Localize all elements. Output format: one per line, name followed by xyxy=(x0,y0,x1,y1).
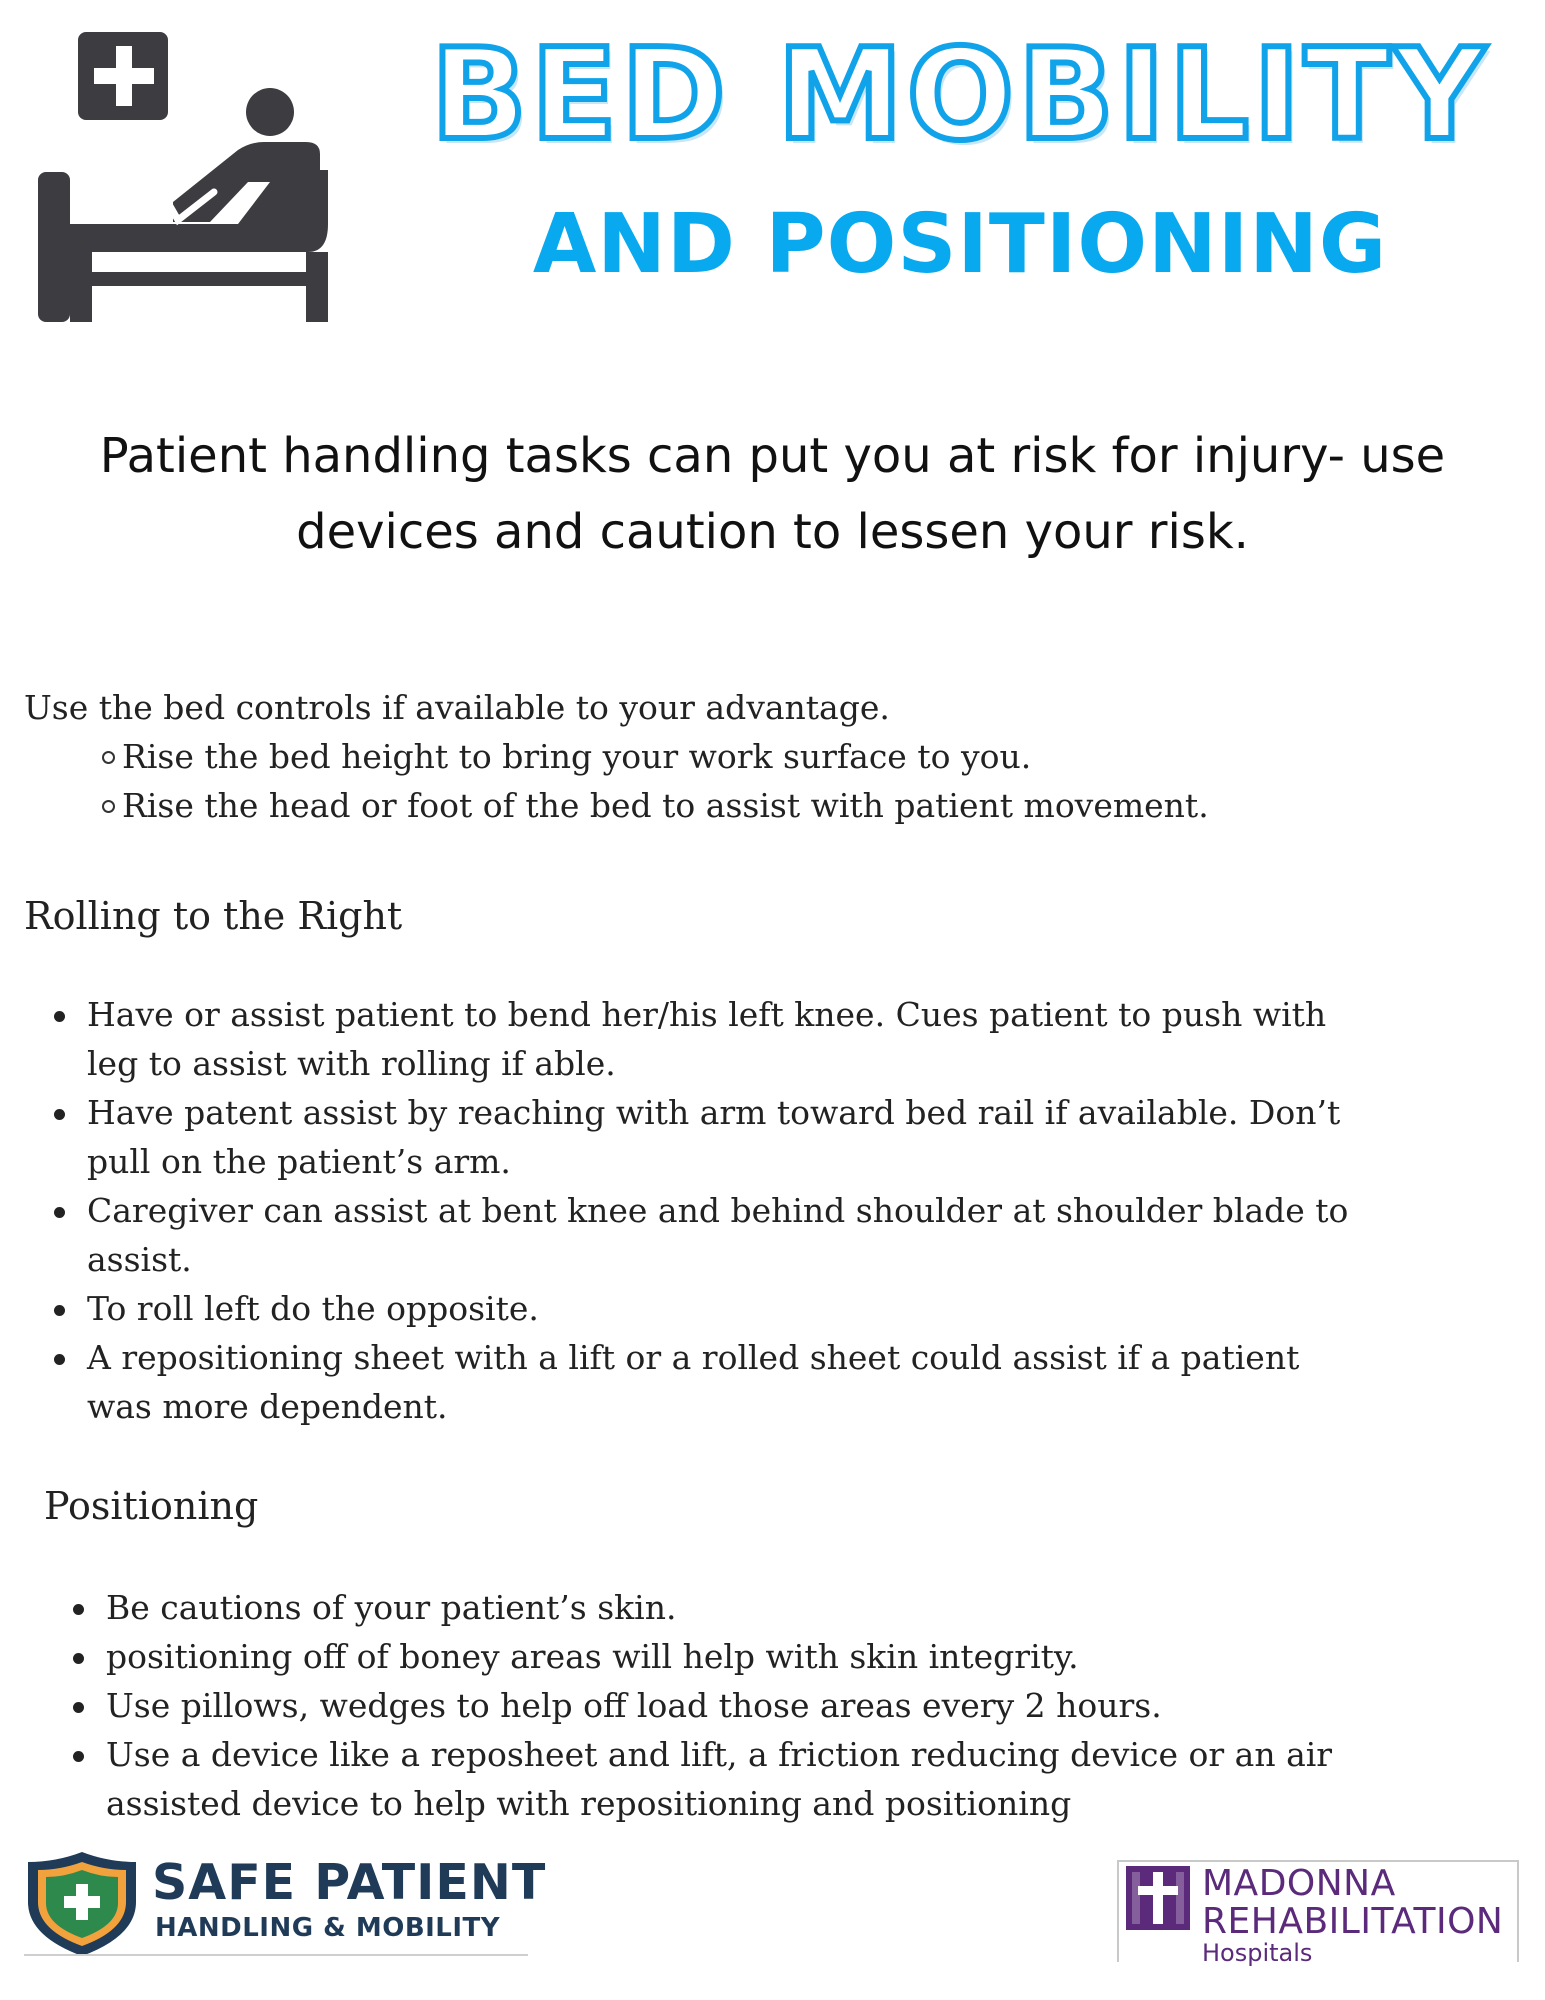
list-item xyxy=(24,1186,1348,1284)
sphm-logo-line-2: HANDLING & MOBILITY xyxy=(155,1913,501,1943)
list-item-line: Be cautions of your patient’s skin. xyxy=(106,1588,677,1627)
shield-cross-icon xyxy=(24,1850,140,1958)
sphm-logo-line-1: SAFE PATIENT xyxy=(152,1854,547,1911)
list-item-line: Use pillows, wedges to help off load those areas every 2 hours. xyxy=(106,1686,1162,1725)
list-item-line: leg to assist with rolling if able. xyxy=(87,1044,616,1083)
madonna-logo-line-2: REHABILITATION xyxy=(1202,1901,1504,1942)
sphm-divider xyxy=(24,1954,528,1956)
intro-paragraph xyxy=(0,418,1545,570)
madonna-cross-icon xyxy=(1126,1866,1190,1930)
list-item-line: pull on the patient’s arm. xyxy=(87,1142,511,1181)
list-item xyxy=(24,1730,1332,1828)
page-subtitle: AND POSITIONING xyxy=(532,197,1388,292)
bed-controls-intro: Use the bed controls if available to your advantage. xyxy=(24,688,890,727)
list-item-line: was more dependent. xyxy=(87,1387,448,1426)
list-item-line: assist. xyxy=(87,1240,192,1279)
rolling-heading: Rolling to the Right xyxy=(24,894,403,938)
list-item: Rise the bed height to bring your work surface to you. xyxy=(0,732,1209,781)
list-item: Rise the head or foot of the bed to assist with patient movement. xyxy=(0,781,1209,830)
list-item-line: Have patent assist by reaching with arm toward bed rail if available. Don’t xyxy=(87,1093,1341,1132)
madonna-logo-line-1: MADONNA xyxy=(1202,1863,1396,1904)
list-item xyxy=(24,1583,1332,1632)
list-item-line: assisted device to help with repositioning and positioning xyxy=(106,1784,1072,1823)
rolling-list xyxy=(24,990,1348,1431)
positioning-list xyxy=(24,1583,1332,1828)
list-item xyxy=(24,1088,1348,1186)
madonna-logo-line-3: Hospitals xyxy=(1202,1939,1313,1967)
positioning-heading: Positioning xyxy=(44,1484,259,1528)
list-item xyxy=(24,1333,1348,1431)
list-item xyxy=(24,990,1348,1088)
list-item-line: Caregiver can assist at bent knee and behind shoulder at shoulder blade to xyxy=(87,1191,1349,1230)
list-item xyxy=(24,1681,1332,1730)
bed-controls-list xyxy=(0,732,1209,830)
list-item-line: A repositioning sheet with a lift or a rolled sheet could assist if a patient xyxy=(87,1338,1300,1377)
intro-line-1: Patient handling tasks can put you at risk for injury- use xyxy=(99,428,1446,484)
list-item-line: positioning off of boney areas will help with skin integrity. xyxy=(106,1637,1079,1676)
page-title: BED MOBILITY xyxy=(430,21,1490,168)
list-item-line: To roll left do the opposite. xyxy=(87,1289,539,1328)
hospital-bed-icon xyxy=(38,32,328,322)
intro-line-2: devices and caution to lessen your risk. xyxy=(296,504,1249,560)
list-item-line: Use a device like a reposheet and lift, a friction reducing device or an air xyxy=(106,1735,1333,1774)
list-item-line: Have or assist patient to bend her/his left knee. Cues patient to push with xyxy=(87,995,1327,1034)
list-item xyxy=(24,1632,1332,1681)
list-item xyxy=(24,1284,1348,1333)
